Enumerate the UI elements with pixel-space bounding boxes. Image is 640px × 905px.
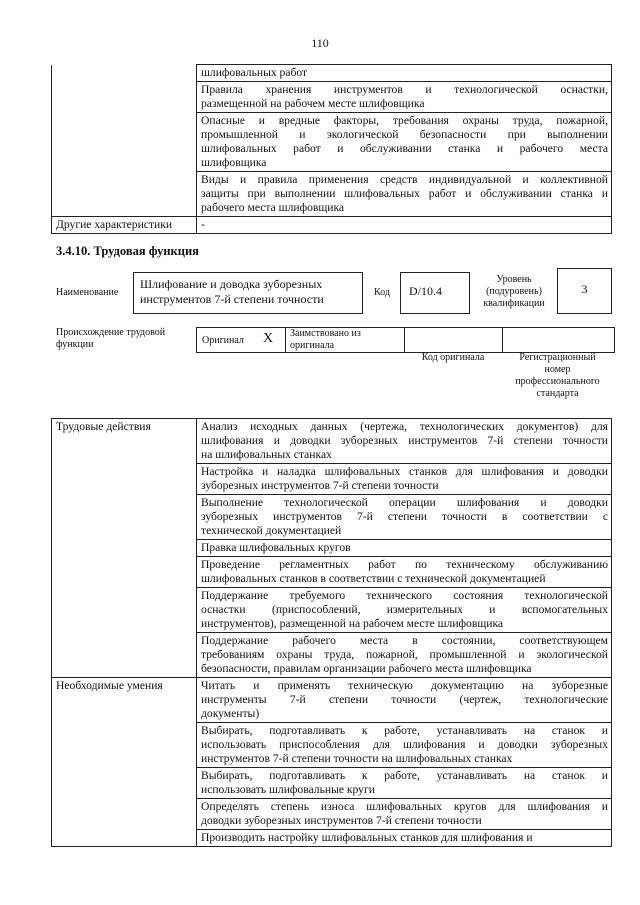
cell-text-line: инструментов 7-й степени точности на шлифовальных станках [201,752,513,765]
cell-text-line: зуборезных инструментов 7-й степени точности [201,479,439,492]
level-label-line-2: (подуровень) [486,286,542,297]
code-value-box: D/10.4 [400,272,470,314]
row-label [52,65,197,82]
cell-text-line: Поддержание рабочего места в состоянии, соответствующем [201,634,608,647]
list-item [197,419,612,464]
section-label: Трудовые действия [52,419,197,678]
cell-text-line: Выбирать, подготавливать к работе, устанавливать на станок и [201,769,608,782]
cell-text-line: Определять степень износа шлифовальных кругов для шлифования и [201,800,608,813]
reg-caption-line-1: Регистрационный [519,352,596,363]
reg-caption-line-3: профессионального [515,376,600,387]
row-label [52,113,197,172]
row-label [52,172,197,217]
cell-text-line: рабочего места шлифовщика [201,201,345,214]
section-heading: 3.4.10. Трудовая функция [56,244,199,258]
reg-number-cell [503,328,614,352]
cell-text-line: шлифования и доводки зуборезных инструментов 7-й степени точности [201,434,608,447]
row-content [197,172,612,217]
list-item [197,830,612,847]
code-original-caption: Код оригинала [421,352,485,363]
table-row [52,678,612,723]
list-item [197,588,612,633]
cell-text-line: шлифовщика [201,156,267,169]
cell-text-line: Читать и применять техническую документацию на зуборезные [201,679,608,692]
borrowed-label-line-2: оригинала [290,340,335,351]
cell-text-line: Проведение регламентных работ по техническому обслуживанию [201,558,608,571]
original-cell [197,328,286,352]
cell-text-line: использовать приспособления для шлифования и доводки зуборезных [201,738,608,751]
cell-text-line: размещенной на рабочем месте шлифовщика [201,97,425,110]
borrowed-label-line-1: Заимствовано из [290,328,361,339]
cell-text-line: Правила хранения инструментов и технологической оснастки, [201,83,608,96]
cell-text-line: инструментов), размещенной на рабочем месте шлифовщика [201,617,504,630]
cell-text-line: документы) [201,707,260,720]
reg-number-caption [502,352,613,400]
cell-text-line: Выполнение технологической операции шлифования и доводки [201,496,608,509]
cell-text-line: Производить настройку шлифовальных станков для шлифования и [201,831,533,844]
level-label [474,274,554,310]
cell-text-line: Правка шлифовальных кругов [201,541,351,554]
borrowed-cell [286,328,405,352]
row-content [197,217,612,234]
table-row [52,419,612,464]
list-item [197,540,612,557]
cell-text-line: Настройка и наладка шлифовальных станков для шлифования и доводки [201,465,608,478]
name-label: Наименование [56,287,119,298]
cell-text-line: промышленной и экологической безопасности при выполнении [201,128,608,141]
cell-text-line: технической документацией [201,524,342,537]
reg-caption-line-2: номер [544,364,571,375]
table-row [52,65,612,82]
list-item [197,799,612,830]
cell-text-line: зуборезных инструментов 7-й степени точности в соответствии с [201,510,608,523]
origin-label-line-1: Происхождение трудовой [56,327,166,338]
cell-text-line: шлифовальных работ и обслуживании станка и рабочего места [201,142,608,155]
list-item [197,768,612,799]
section-label: Необходимые умения [52,678,197,847]
list-item [197,557,612,588]
row-content [197,65,612,82]
cell-text-line: инструменты 7-й степени точности (чертеж, технологические [201,693,608,706]
cell-text-line: Поддержание требуемого технического состояния технологической [201,589,608,602]
level-value-box: 3 [557,268,612,314]
top-continuation-table [51,64,612,234]
list-item [197,464,612,495]
origin-label-line-2: функции [56,339,94,350]
function-name-line-1: Шлифование и доводка зуборезных [140,277,323,291]
table-row [52,172,612,217]
level-label-line-1: Уровень [496,274,532,285]
cell-text-line: использовать шлифовальные круги [201,783,375,796]
table-row [52,82,612,113]
row-label: Другие характеристики [52,217,197,234]
code-label: Код [374,287,390,298]
cell-text-line: оснастки (приспособлений, измерительных и вспомогательных [201,603,608,616]
list-item [197,495,612,540]
origin-label [56,327,165,351]
table-row [52,113,612,172]
cell-text-line: безопасности, правилам организации рабочего места шлифовщика [201,662,532,675]
page-number: 110 [311,36,329,50]
table-row [52,217,612,234]
borrowed-label [290,328,361,352]
original-label: Оригинал [202,335,244,346]
function-name-line-2: инструментов 7-й степени точности [140,292,324,306]
row-content [197,113,612,172]
row-label [52,82,197,113]
cell-text-line: на шлифовальных станках [201,448,332,461]
cell-text-line: Виды и правила применения средств индивидуальной и коллективной [201,173,608,186]
cell-text-line: шлифовальных станков в соответствии с технической документацией [201,572,546,585]
list-item [197,633,612,678]
reg-caption-line-4: стандарта [536,388,579,399]
list-item [197,678,612,723]
cell-text-line: доводки зуборезных инструментов 7-й степени точности [201,814,482,827]
cell-text-line: защиты при выполнении шлифовальных работ и обслуживании станка и [201,187,608,200]
row-content [197,82,612,113]
cell-text-line: Опасные и вредные факторы, требования охраны труда, пожарной, [201,114,608,127]
code-original-cell [405,328,503,352]
level-label-line-3: квалификации [483,298,545,309]
origin-box [196,327,615,353]
cell-text-line: требованиям охраны труда, пожарной, промышленной и экологической [201,648,608,661]
cell-text-line: шлифовальных работ [201,66,308,79]
list-item [197,723,612,768]
labor-function-table [51,418,612,847]
original-mark: X [263,331,274,346]
cell-text-line: - [201,218,205,231]
cell-text-line: Выбирать, подготавливать к работе, устанавливать на станок и [201,724,608,737]
cell-text-line: Анализ исходных данных (чертежа, технологических документов) для [201,420,608,433]
function-name-box [133,272,363,314]
